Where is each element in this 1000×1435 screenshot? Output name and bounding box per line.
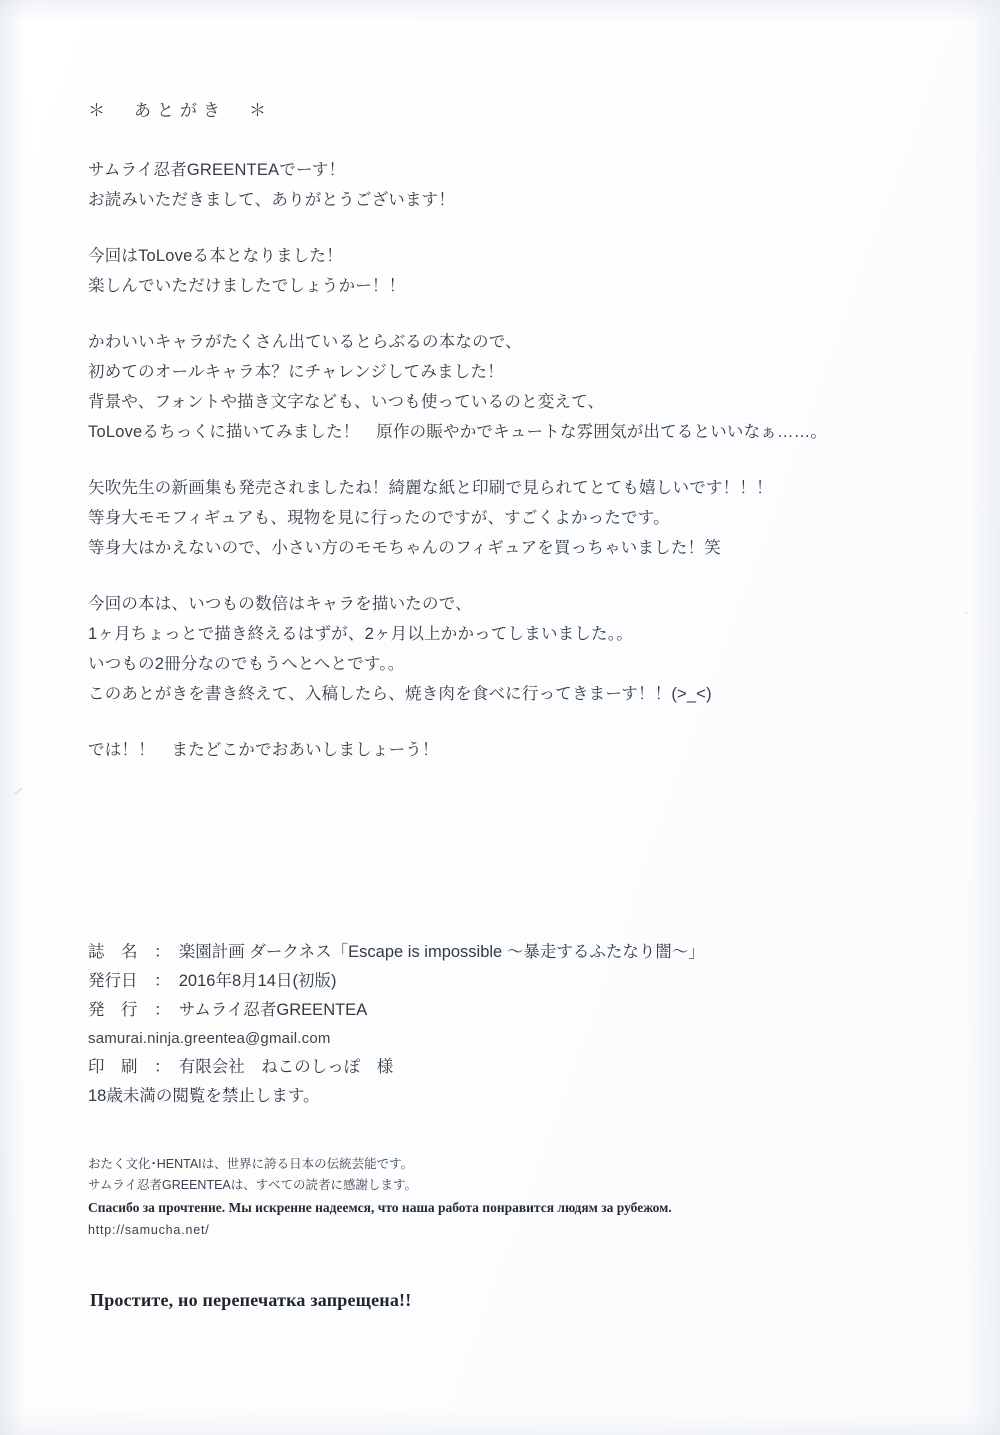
afterword-paragraph [88, 155, 918, 215]
colophon-email[interactable]: samurai.ninja.greentea@gmail.com [88, 1030, 331, 1047]
colophon-age-restriction-row: 18歳未満の閲覧を禁止します。 [88, 1087, 320, 1105]
page-edge-shading-left [0, 0, 26, 1435]
scan-speck [965, 612, 967, 614]
afterword-line: 今回はToLoveる本となりました！ [88, 247, 343, 265]
afterword-line: 等身大はかえないので、小さい方のモモちゃんのフィギュアを買っちゃいました！笑 [88, 539, 721, 557]
colophon-publisher-row: 発 行 ： サムライ忍者GREENTEA [88, 1001, 368, 1019]
afterword-paragraph [88, 327, 918, 447]
afterword-heading: ＊ あとがき ＊ [88, 101, 272, 120]
afterword-line: ToLoveるちっくに描いてみました！ 原作の賑やかでキュートな雰囲気が出てるといいなぁ……。 [88, 423, 828, 441]
fineprint-jp-line: おたく文化･HENTAIは、世界に誇る日本の伝統芸能です。 [88, 1157, 414, 1171]
colophon-title-row: 誌 名 ： 楽園計画 ダークネス「Escape is impossible ～暴走するふたなり闇～」 [88, 943, 705, 961]
website-url[interactable]: http://samucha.net/ [88, 1223, 210, 1237]
afterword-line: サムライ忍者GREENTEAでーす！ [88, 161, 346, 179]
page-edge-shading-bottom [0, 1409, 1000, 1435]
afterword-line: 等身大モモフィギュアも、現物を見に行ったのですが、すごくよかったです。 [88, 509, 670, 527]
afterword-line: 楽しんでいただけましたでしょうかー！！ [88, 277, 406, 295]
scan-speck [14, 788, 23, 795]
afterword-line: かわいいキャラがたくさん出ているとらぶるの本なので、 [88, 333, 522, 351]
reprint-prohibited-notice: Простите, но перепечатка запрещена!! [90, 1290, 412, 1310]
afterword-section [88, 96, 918, 791]
afterword-paragraph [88, 241, 918, 301]
afterword-line: このあとがきを書き終えて、入稿したら、焼き肉を食べに行ってきまーす！！(>_<) [88, 685, 712, 703]
afterword-paragraph [88, 735, 918, 765]
afterword-line: お読みいただきまして、ありがとうございます！ [88, 191, 456, 209]
page-edge-shading-right [966, 0, 1000, 1435]
afterword-paragraph [88, 589, 918, 709]
fineprint-jp-line: サムライ忍者GREENTEAは、すべての読者に感謝します。 [88, 1178, 418, 1192]
fineprint-ru-line: Спасибо за прочтение. Мы искренне надеемся, что наша работа понравится людям за рубежом. [88, 1200, 672, 1215]
colophon-printer-row: 印 刷 ： 有限会社 ねこのしっぽ 様 [88, 1058, 394, 1076]
afterword-line: 矢吹先生の新画集も発売されましたね！綺麗な紙と印刷で見られてとても嬉しいです！！！ [88, 479, 773, 497]
fineprint-section [88, 1154, 928, 1241]
afterword-line: 今回の本は、いつもの数倍はキャラを描いたので、 [88, 595, 472, 613]
page-edge-shading-top [0, 0, 1000, 22]
afterword-line: 初めてのオールキャラ本？にチャレンジしてみました！ [88, 363, 504, 381]
afterword-line: では！！ またどこかでおあいしましょーう！ [88, 741, 439, 759]
afterword-line: 背景や、フォントや描き文字なども、いつも使っているのと変えて、 [88, 393, 605, 411]
colophon-date-row: 発行日 ： 2016年8月14日(初版) [88, 972, 337, 990]
afterword-line: 1ヶ月ちょっとで描き終えるはずが、2ヶ月以上かかってしまいました。。 [88, 625, 633, 643]
colophon-section [88, 938, 928, 1111]
afterword-line: いつもの2冊分なのでもうへとへとです。。 [88, 655, 405, 673]
afterword-paragraph [88, 473, 918, 563]
